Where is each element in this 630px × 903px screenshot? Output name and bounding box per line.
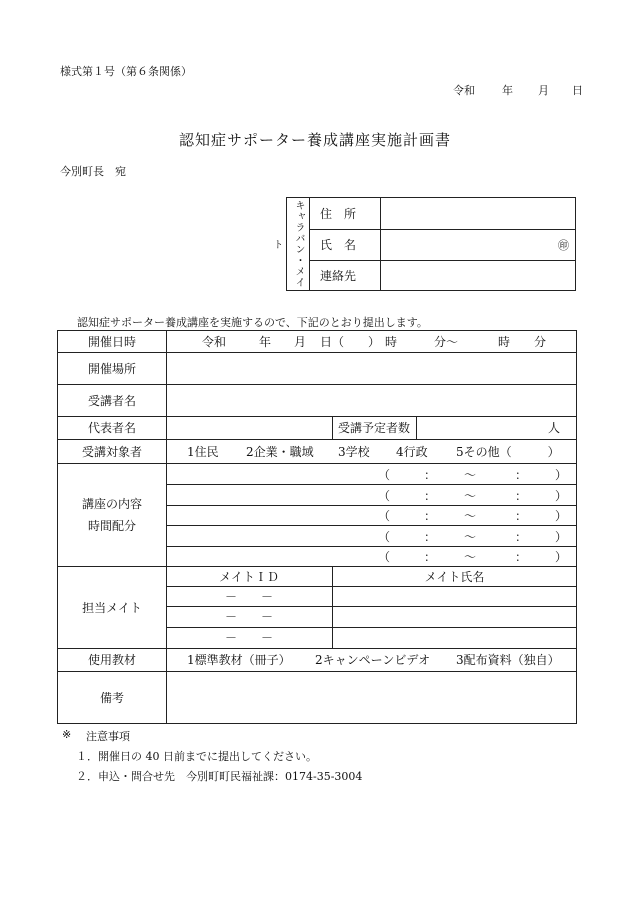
mate-id-1[interactable]: － － xyxy=(224,589,273,604)
target-option-4[interactable]: 4行政 xyxy=(396,444,428,459)
target-option-5[interactable]: 5その他（ ） xyxy=(456,444,560,459)
label-content-line2: 時間配分 xyxy=(87,518,136,533)
caravan-vertical-label: キャラバン・メイト xyxy=(287,198,310,290)
content-row-5-close: ） xyxy=(555,549,568,564)
notes-heading: 注意事項 xyxy=(86,730,130,743)
mate-name-header: メイト氏名 xyxy=(424,569,485,584)
time-start-min: 分～ xyxy=(434,335,459,349)
caravan-row-name xyxy=(310,229,575,261)
content-row-3-tilde: ～ xyxy=(464,508,477,523)
content-row-4-tilde: ～ xyxy=(464,529,477,544)
mate-id-2[interactable]: － － xyxy=(224,610,273,624)
content-row-3-close: ） xyxy=(555,508,568,523)
material-option-2[interactable]: 2キャンペーンビデオ xyxy=(315,653,431,667)
date-day-field: 日（ ） xyxy=(320,335,381,349)
content-row-2-close: ） xyxy=(555,488,568,503)
content-row-4-open: （ xyxy=(378,529,391,544)
date-year: 年 xyxy=(502,84,513,97)
addressee: 今別町長 宛 xyxy=(60,165,126,178)
content-row-3-colon1: ： xyxy=(424,508,437,523)
content-row-2-tilde: ～ xyxy=(464,488,477,503)
unit-people: 人 xyxy=(548,421,561,435)
content-row-1-colon2: ： xyxy=(515,467,528,482)
target-option-2[interactable]: 2企業・職域 xyxy=(246,444,314,459)
label-remarks: 備考 xyxy=(99,690,124,705)
mate-id-header: メイトＩＤ xyxy=(219,569,279,584)
target-option-3[interactable]: 3学校 xyxy=(338,444,370,459)
caravan-label-address: 住 所 xyxy=(310,198,381,229)
caravan-label-name: 氏 名 xyxy=(310,229,381,260)
label-materials: 使用教材 xyxy=(87,653,136,667)
content-row-2-colon2: ： xyxy=(515,488,528,503)
content-row-5-colon2: ： xyxy=(515,549,528,564)
seal-mark: ㊞ xyxy=(558,238,569,252)
date-month-field: 月 xyxy=(294,335,307,349)
form-number: 様式第１号（第６条関係） xyxy=(60,65,192,78)
content-row-3-colon2: ： xyxy=(515,508,528,523)
label-planned-count: 受講予定者数 xyxy=(337,421,410,435)
content-row-4-close: ） xyxy=(555,529,568,544)
caravan-row-contact xyxy=(310,260,575,290)
time-end-min: 分 xyxy=(534,335,547,349)
content-row-1-tilde: ～ xyxy=(464,467,477,482)
note-item-2: ２．申込・問合せ先 今別町町民福祉課：0174-35-3004 xyxy=(76,770,363,783)
date-month: 月 xyxy=(538,84,549,97)
content-row-5-tilde: ～ xyxy=(464,549,477,564)
material-option-1[interactable]: 1標準教材（冊子） xyxy=(187,653,291,667)
content-row-4-colon2: ： xyxy=(515,529,528,544)
note-item-1: １．開催日の 40 日前までに提出してください。 xyxy=(76,750,317,763)
label-content-line1: 講座の内容 xyxy=(81,496,142,511)
label-target: 受講対象者 xyxy=(81,444,142,459)
label-mate: 担当メイト xyxy=(82,600,142,615)
page-title: 認知症サポーター養成講座実施計画書 xyxy=(178,131,451,149)
label-date: 開催日時 xyxy=(87,335,136,349)
notes-mark: ※ xyxy=(62,728,72,741)
date-day: 日 xyxy=(572,84,583,97)
content-row-3-open: （ xyxy=(378,508,391,523)
time-start-hour: 時 xyxy=(385,335,398,349)
time-end-hour: 時 xyxy=(498,335,511,349)
date-era-field: 令和 xyxy=(202,335,227,349)
material-option-3[interactable]: 3配布資料（独自） xyxy=(456,653,560,667)
label-course-name: 受講者名 xyxy=(87,393,136,408)
content-row-4-colon1: ： xyxy=(424,529,437,544)
content-row-2-open: （ xyxy=(378,488,391,503)
content-row-2-colon1: ： xyxy=(424,488,437,503)
label-representative: 代表者名 xyxy=(87,421,136,435)
plan-table xyxy=(57,330,577,724)
caravan-label-contact: 連絡先 xyxy=(310,260,381,290)
content-row-1-open: （ xyxy=(378,467,391,482)
intro-text: 認知症サポーター養成講座を実施するので、下記のとおり提出します。 xyxy=(77,316,428,329)
mate-id-3[interactable]: － － xyxy=(224,631,273,645)
target-option-1[interactable]: 1住民 xyxy=(187,444,219,459)
caravan-mate-box xyxy=(271,197,576,291)
date-era: 令和 xyxy=(453,84,475,97)
label-content xyxy=(58,463,166,566)
content-row-1-colon1: ： xyxy=(424,467,437,482)
content-row-1-close: ） xyxy=(555,467,568,482)
label-venue: 開催場所 xyxy=(87,361,136,376)
content-row-5-colon1: ： xyxy=(424,549,437,564)
date-year-field: 年 xyxy=(259,335,272,349)
content-row-5-open: （ xyxy=(378,549,391,564)
caravan-row-address xyxy=(310,198,575,230)
